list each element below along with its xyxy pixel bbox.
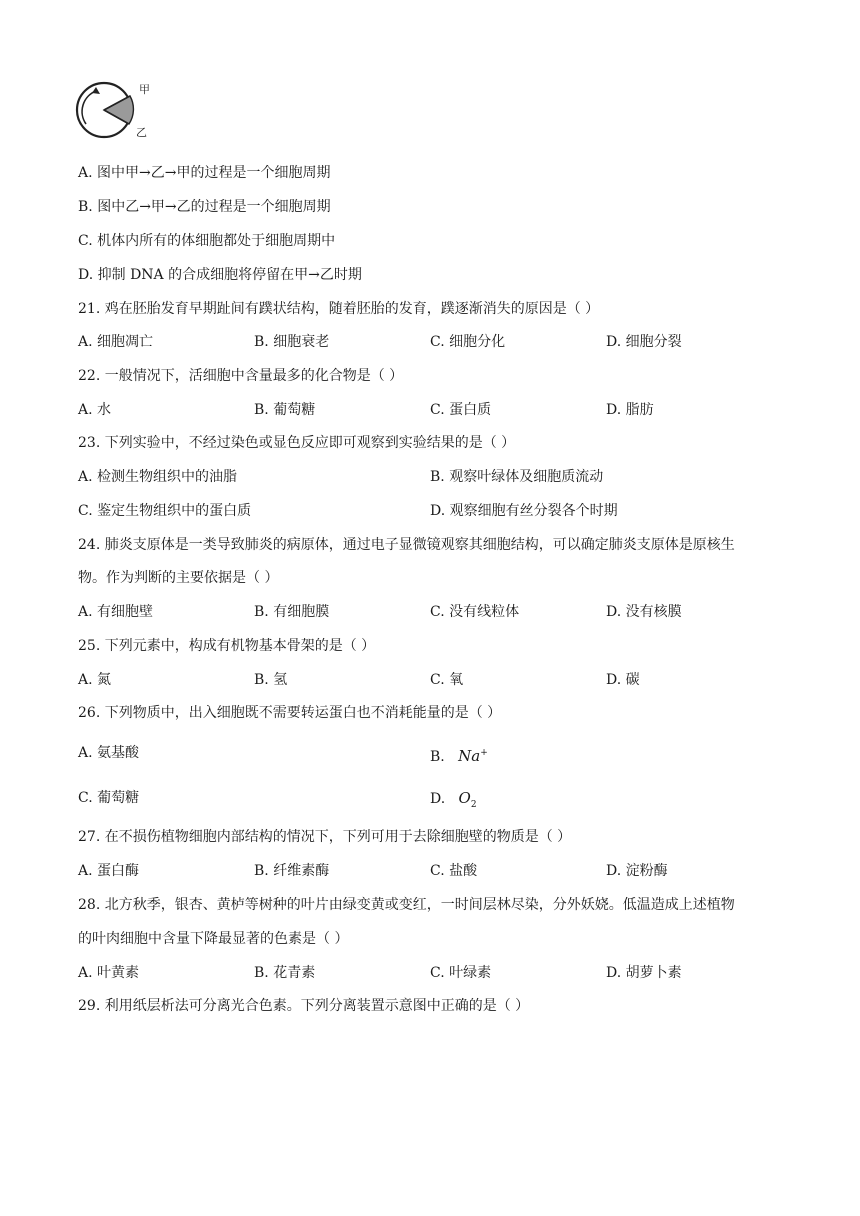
q23-options-row1 [78,468,798,486]
q26-option-c: C. 葡萄糖 [78,790,140,806]
q24-option-d: D. 没有核膜 [606,604,682,620]
q26-option-a: A. 氨基酸 [78,745,140,761]
cell-cycle-diagram [74,78,164,142]
q22-option-b: B. 葡萄糖 [254,402,316,418]
q26-option-b [430,744,488,766]
q20-option-c: C. 机体内所有的体细胞都处于细胞周期中 [78,233,336,249]
oxygen-molecule [458,789,477,810]
q28-stem-line1: 28. 北方秋季，银杏、黄栌等树种的叶片由绿变黄或变红，一时间层林尽染，分外妖娆。低温造成上述植物 [78,897,735,913]
q21-option-a: A. 细胞凋亡 [78,334,154,350]
q28-stem-line2: 的叶肉细胞中含量下降最显著的色素是（ ） [78,931,349,947]
q25-option-a: A. 氮 [78,672,112,688]
oxygen-subscript: 2 [470,800,477,810]
q24-stem-line1: 24. 肺炎支原体是一类导致肺炎的病原体，通过电子显微镜观察其细胞结构，可以确定肺炎支原体是原核生 [78,537,735,553]
q26-option-d [430,789,477,814]
q21-option-d: D. 细胞分裂 [606,334,682,350]
q27-options [78,862,798,880]
q20-option-d: D. 抑制 DNA 的合成细胞将停留在甲→乙时期 [78,267,362,283]
q28-option-c: C. 叶绿素 [430,965,492,981]
q25-option-c: C. 氧 [430,672,464,688]
q27-stem: 27. 在不损伤植物细胞内部结构的情况下，下列可用于去除细胞壁的物质是（ ） [78,829,572,845]
sodium-ion [458,747,488,765]
q25-stem: 25. 下列元素中，构成有机物基本骨架的是（ ） [78,638,376,654]
q26-option-b-letter: B. [430,749,445,765]
q23-option-c: C. 鉴定生物组织中的蛋白质 [78,503,252,519]
cell-cycle-figure [74,78,164,142]
q24-stem-line2: 物。作为判断的主要依据是（ ） [78,570,279,586]
q25-options [78,671,798,689]
q28-option-b: B. 花青素 [254,965,316,981]
q23-stem: 23. 下列实验中，不经过染色或显色反应即可观察到实验结果的是（ ） [78,435,516,451]
q22-option-c: C. 蛋白质 [430,402,492,418]
q24-options [78,603,798,621]
q29-stem: 29. 利用纸层析法可分离光合色素。下列分离装置示意图中正确的是（ ） [78,998,530,1014]
q23-options-row2 [78,502,798,520]
q27-option-a: A. 蛋白酶 [78,863,140,879]
q26-stem: 26. 下列物质中，出入细胞既不需要转运蛋白也不消耗能量的是（ ） [78,705,502,721]
label-yi: 乙 [136,126,147,139]
q26-option-d-letter: D. [430,791,446,807]
q21-stem: 21. 鸡在胚胎发育早期趾间有蹼状结构，随着胚胎的发育，蹼逐渐消失的原因是（ ） [78,301,600,317]
q24-option-a: A. 有细胞壁 [78,604,154,620]
oxygen-symbol: O [458,789,471,807]
q22-options [78,401,798,419]
direction-arrow [82,91,96,124]
label-jia: 甲 [139,83,150,96]
q22-option-a: A. 水 [78,402,112,418]
sodium-symbol: Na [458,747,481,765]
q22-stem: 22. 一般情况下，活细胞中含量最多的化合物是（ ） [78,368,404,384]
q28-options [78,964,798,982]
q28-option-a: A. 叶黄素 [78,965,140,981]
q23-option-a: A. 检测生物组织中的油脂 [78,469,238,485]
q24-option-b: B. 有细胞膜 [254,604,330,620]
q27-option-b: B. 纤维素酶 [254,863,330,879]
charge-sup: + [480,748,488,758]
q23-option-d: D. 观察细胞有丝分裂各个时期 [430,503,618,519]
q26-options-row1 [78,744,798,765]
q21-options [78,333,798,351]
q25-option-b: B. 氢 [254,672,288,688]
q25-option-d: D. 碳 [606,672,640,688]
q28-option-d: D. 胡萝卜素 [606,965,682,981]
q26-options-row2 [78,789,798,810]
q23-option-b: B. 观察叶绿体及细胞质流动 [430,469,604,485]
q27-option-c: C. 盐酸 [430,863,478,879]
q24-option-c: C. 没有线粒体 [430,604,520,620]
q27-option-d: D. 淀粉酶 [606,863,668,879]
q22-option-d: D. 脂肪 [606,402,654,418]
q21-option-c: C. 细胞分化 [430,334,506,350]
q20-option-a: A. 图中甲→乙→甲的过程是一个细胞周期 [78,165,331,181]
q21-option-b: B. 细胞衰老 [254,334,330,350]
q20-option-b: B. 图中乙→甲→乙的过程是一个细胞周期 [78,199,331,215]
